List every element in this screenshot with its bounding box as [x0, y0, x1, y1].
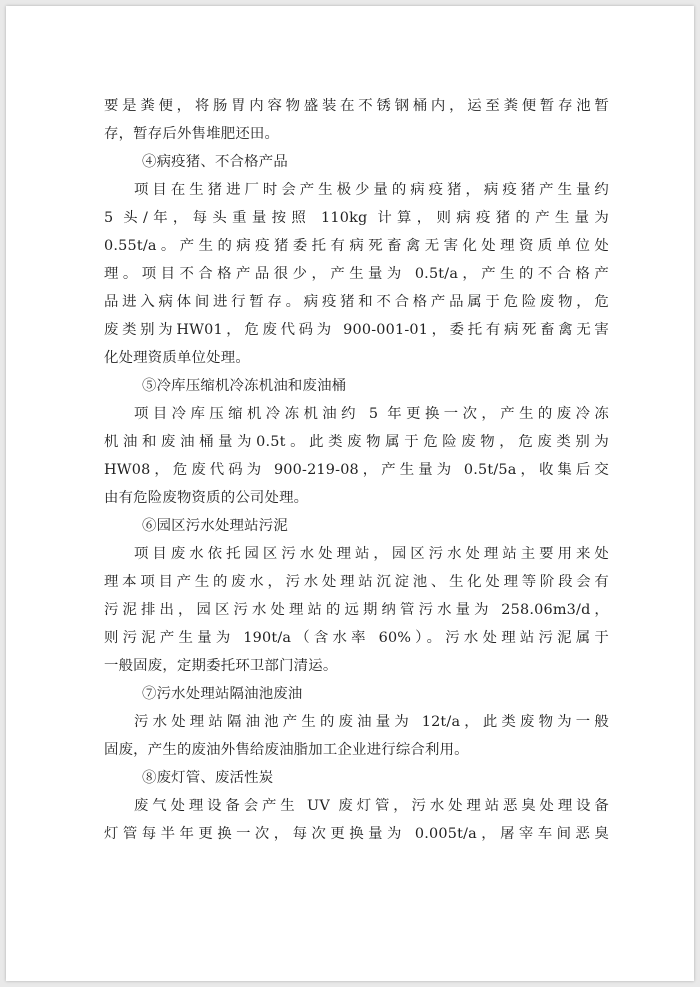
section-heading-7: ⑦污水处理站隔油池废油: [142, 686, 303, 702]
text-line-10: 化处理资质单位处理。: [104, 350, 250, 366]
document-page: [6, 6, 694, 981]
text-line-1: 要是粪便，将肠胃内容物盛装在不锈钢桶内，运至粪便暂存池暂: [104, 98, 609, 114]
text-line-4: 项目在生猪进厂时会产生极少量的病疫猪，病疫猪产生量约: [134, 182, 609, 198]
text-line-19: 污泥排出，园区污水处理站的远期纳管污水量为 258.06m3/d，: [104, 602, 609, 618]
text-line-24: 固废，产生的废油外售给废油脂加工企业进行综合利用。: [104, 742, 469, 758]
text-line-23: 污水处理站隔油池产生的废油量为 12t/a，此类废物为一般: [134, 714, 609, 730]
text-line-12: 项目冷库压缩机冷冻机油约 5 年更换一次，产生的废冷冻: [134, 406, 609, 422]
section-heading-6: ⑥园区污水处理站污泥: [142, 518, 288, 534]
text-line-21: 一般固废，定期委托环卫部门清运。: [104, 658, 338, 674]
text-line-7: 理。项目不合格产品很少，产生量为 0.5t/a，产生的不合格产: [104, 266, 609, 282]
section-heading-8: ⑧废灯管、废活性炭: [142, 770, 274, 786]
text-line-9: 废类别为HW01，危废代码为 900-001-01，委托有病死畜禽无害: [104, 322, 609, 338]
text-line-6: 0.55t/a。产生的病疫猪委托有病死畜禽无害化处理资质单位处: [104, 238, 609, 254]
text-line-26: 废气处理设备会产生 UV 废灯管，污水处理站恶臭处理设备: [134, 798, 609, 814]
section-heading-5: ⑤冷库压缩机冷冻机油和废油桶: [142, 378, 347, 394]
text-line-2: 存，暂存后外售堆肥还田。: [104, 126, 280, 142]
text-line-14: HW08，危废代码为 900-219-08，产生量为 0.5t/5a，收集后交: [104, 462, 609, 478]
text-line-15: 由有危险废物资质的公司处理。: [104, 490, 309, 506]
document-body: [104, 92, 609, 848]
text-line-13: 机油和废油桶量为0.5t。此类废物属于危险废物，危废类别为: [104, 434, 609, 450]
text-line-20: 则污泥产生量为 190t/a（含水率 60%）。污水处理站污泥属于: [104, 630, 609, 646]
text-line-8: 品进入病体间进行暂存。病疫猪和不合格产品属于危险废物，危: [104, 294, 609, 310]
text-line-18: 理本项目产生的废水，污水处理站沉淀池、生化处理等阶段会有: [104, 574, 609, 590]
section-heading-4: ④病疫猪、不合格产品: [142, 154, 288, 170]
text-line-17: 项目废水依托园区污水处理站，园区污水处理站主要用来处: [134, 546, 609, 562]
text-line-5: 5 头/年，每头重量按照 110kg 计算，则病疫猪的产生量为: [104, 210, 609, 226]
text-line-27: 灯管每半年更换一次，每次更换量为 0.005t/a，屠宰车间恶臭: [104, 826, 609, 842]
